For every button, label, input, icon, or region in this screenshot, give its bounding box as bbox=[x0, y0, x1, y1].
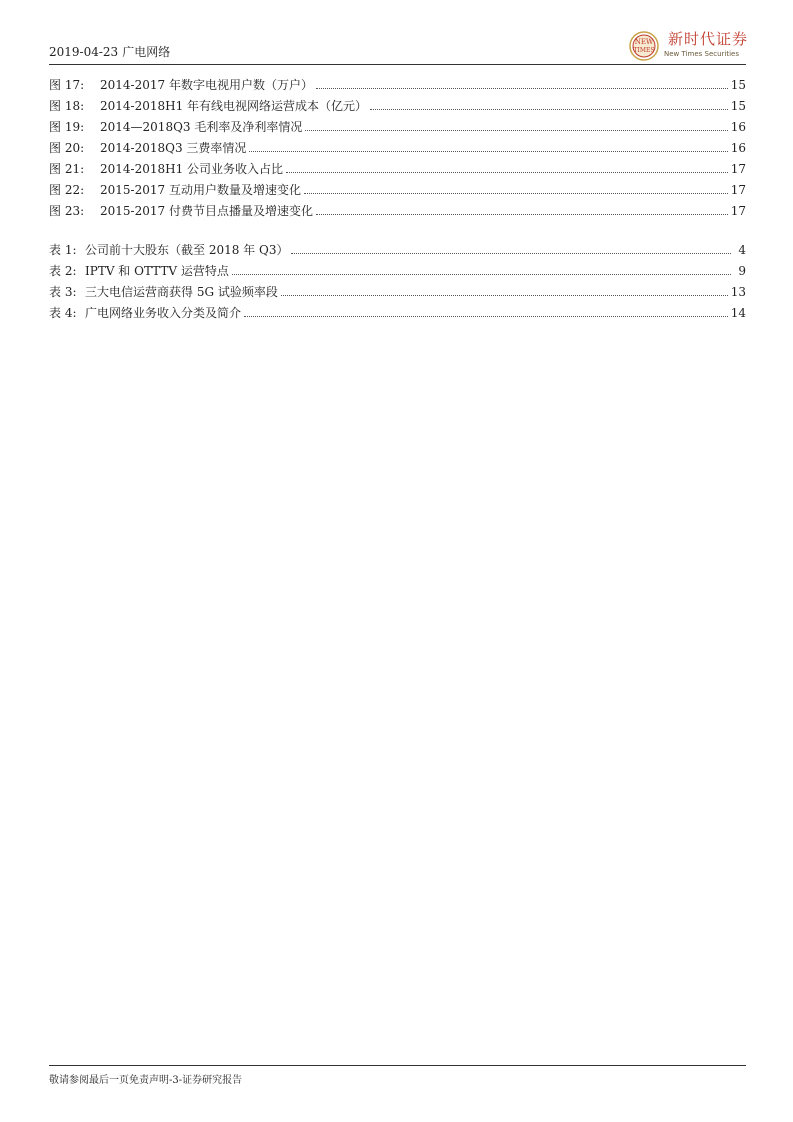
table-entry-page-number: 14 bbox=[730, 306, 746, 320]
dot-leader bbox=[291, 252, 731, 254]
dot-leader bbox=[316, 213, 728, 215]
figure-index-list bbox=[49, 76, 746, 223]
figure-entry-page-number: 17 bbox=[730, 162, 746, 176]
table-entry[interactable] bbox=[49, 262, 746, 283]
company-name: 广电网络 bbox=[122, 45, 171, 59]
figure-entry-title: 2014-2017 年数字电视用户数（万户） bbox=[100, 78, 313, 92]
table-entry-title: 三大电信运营商获得 5G 试验频率段 bbox=[85, 285, 278, 299]
page-footer bbox=[49, 1065, 746, 1086]
table-index-list bbox=[49, 241, 746, 325]
figure-entry-title: 2015-2017 互动用户数量及增速变化 bbox=[100, 183, 301, 197]
figure-entry-page-number: 16 bbox=[730, 120, 746, 134]
table-entry-label: 表 4: bbox=[49, 306, 77, 320]
dot-leader bbox=[286, 171, 728, 173]
table-entry-page-number: 13 bbox=[730, 285, 746, 299]
dot-leader bbox=[305, 129, 727, 131]
report-date: 2019-04-23 bbox=[49, 45, 119, 59]
table-entry-label: 表 3: bbox=[49, 285, 77, 299]
brand-seal-icon bbox=[628, 30, 660, 62]
disclaimer-text: 敬请参阅最后一页免责声明-3-证券研究报告 bbox=[49, 1075, 243, 1086]
brand-name-cn: 新时代证券 bbox=[668, 30, 749, 48]
figure-entry-title: 2014-2018H1 公司业务收入占比 bbox=[100, 162, 284, 176]
table-entry-label: 表 1: bbox=[49, 243, 77, 257]
figure-entry[interactable] bbox=[49, 118, 746, 139]
figure-entry-label: 图 17: bbox=[49, 78, 85, 92]
brand-name-en: New Times Securities bbox=[664, 50, 739, 58]
figure-entry[interactable] bbox=[49, 181, 746, 202]
svg-text:TIMES: TIMES bbox=[633, 47, 655, 54]
svg-text:NEW: NEW bbox=[634, 38, 654, 46]
figure-entry-title: 2014-2018Q3 三费率情况 bbox=[100, 141, 247, 155]
brand-logo bbox=[628, 26, 749, 62]
dot-leader bbox=[370, 108, 728, 110]
figure-entry[interactable] bbox=[49, 97, 746, 118]
dot-leader bbox=[304, 192, 728, 194]
figure-entry-page-number: 17 bbox=[730, 183, 746, 197]
figure-entry-page-number: 15 bbox=[730, 99, 746, 113]
figure-entry-label: 图 20: bbox=[49, 141, 85, 155]
figure-entry-title: 2015-2017 付费节目点播量及增速变化 bbox=[100, 204, 313, 218]
dot-leader bbox=[249, 150, 727, 152]
dot-leader bbox=[281, 294, 728, 296]
figure-entry-label: 图 23: bbox=[49, 204, 85, 218]
figure-entry[interactable] bbox=[49, 76, 746, 97]
header-report-info bbox=[49, 43, 170, 60]
table-entry-title: 广电网络业务收入分类及简介 bbox=[85, 306, 242, 320]
table-entry-page-number: 9 bbox=[738, 264, 746, 278]
table-entry[interactable] bbox=[49, 304, 746, 325]
figure-entry-page-number: 15 bbox=[730, 78, 746, 92]
figure-entry-page-number: 17 bbox=[730, 204, 746, 218]
figure-entry-label: 图 22: bbox=[49, 183, 85, 197]
figure-entry-label: 图 19: bbox=[49, 120, 85, 134]
figure-entry-label: 图 21: bbox=[49, 162, 85, 176]
figure-entry[interactable] bbox=[49, 160, 746, 181]
table-entry-page-number: 4 bbox=[738, 243, 746, 257]
figure-entry-title: 2014—2018Q3 毛利率及净利率情况 bbox=[100, 120, 303, 134]
figure-entry-label: 图 18: bbox=[49, 99, 85, 113]
figure-entry-page-number: 16 bbox=[730, 141, 746, 155]
figure-entry[interactable] bbox=[49, 139, 746, 160]
dot-leader bbox=[244, 315, 728, 317]
table-entry-title: 公司前十大股东（截至 2018 年 Q3） bbox=[85, 243, 289, 257]
dot-leader bbox=[316, 87, 728, 89]
table-entry-title: IPTV 和 OTTTV 运营特点 bbox=[85, 264, 229, 278]
table-entry[interactable] bbox=[49, 241, 746, 262]
table-entry[interactable] bbox=[49, 283, 746, 304]
figure-entry[interactable] bbox=[49, 202, 746, 223]
figure-entry-title: 2014-2018H1 年有线电视网络运营成本（亿元） bbox=[100, 99, 368, 113]
table-entry-label: 表 2: bbox=[49, 264, 77, 278]
page-header bbox=[49, 26, 749, 65]
dot-leader bbox=[232, 273, 731, 275]
